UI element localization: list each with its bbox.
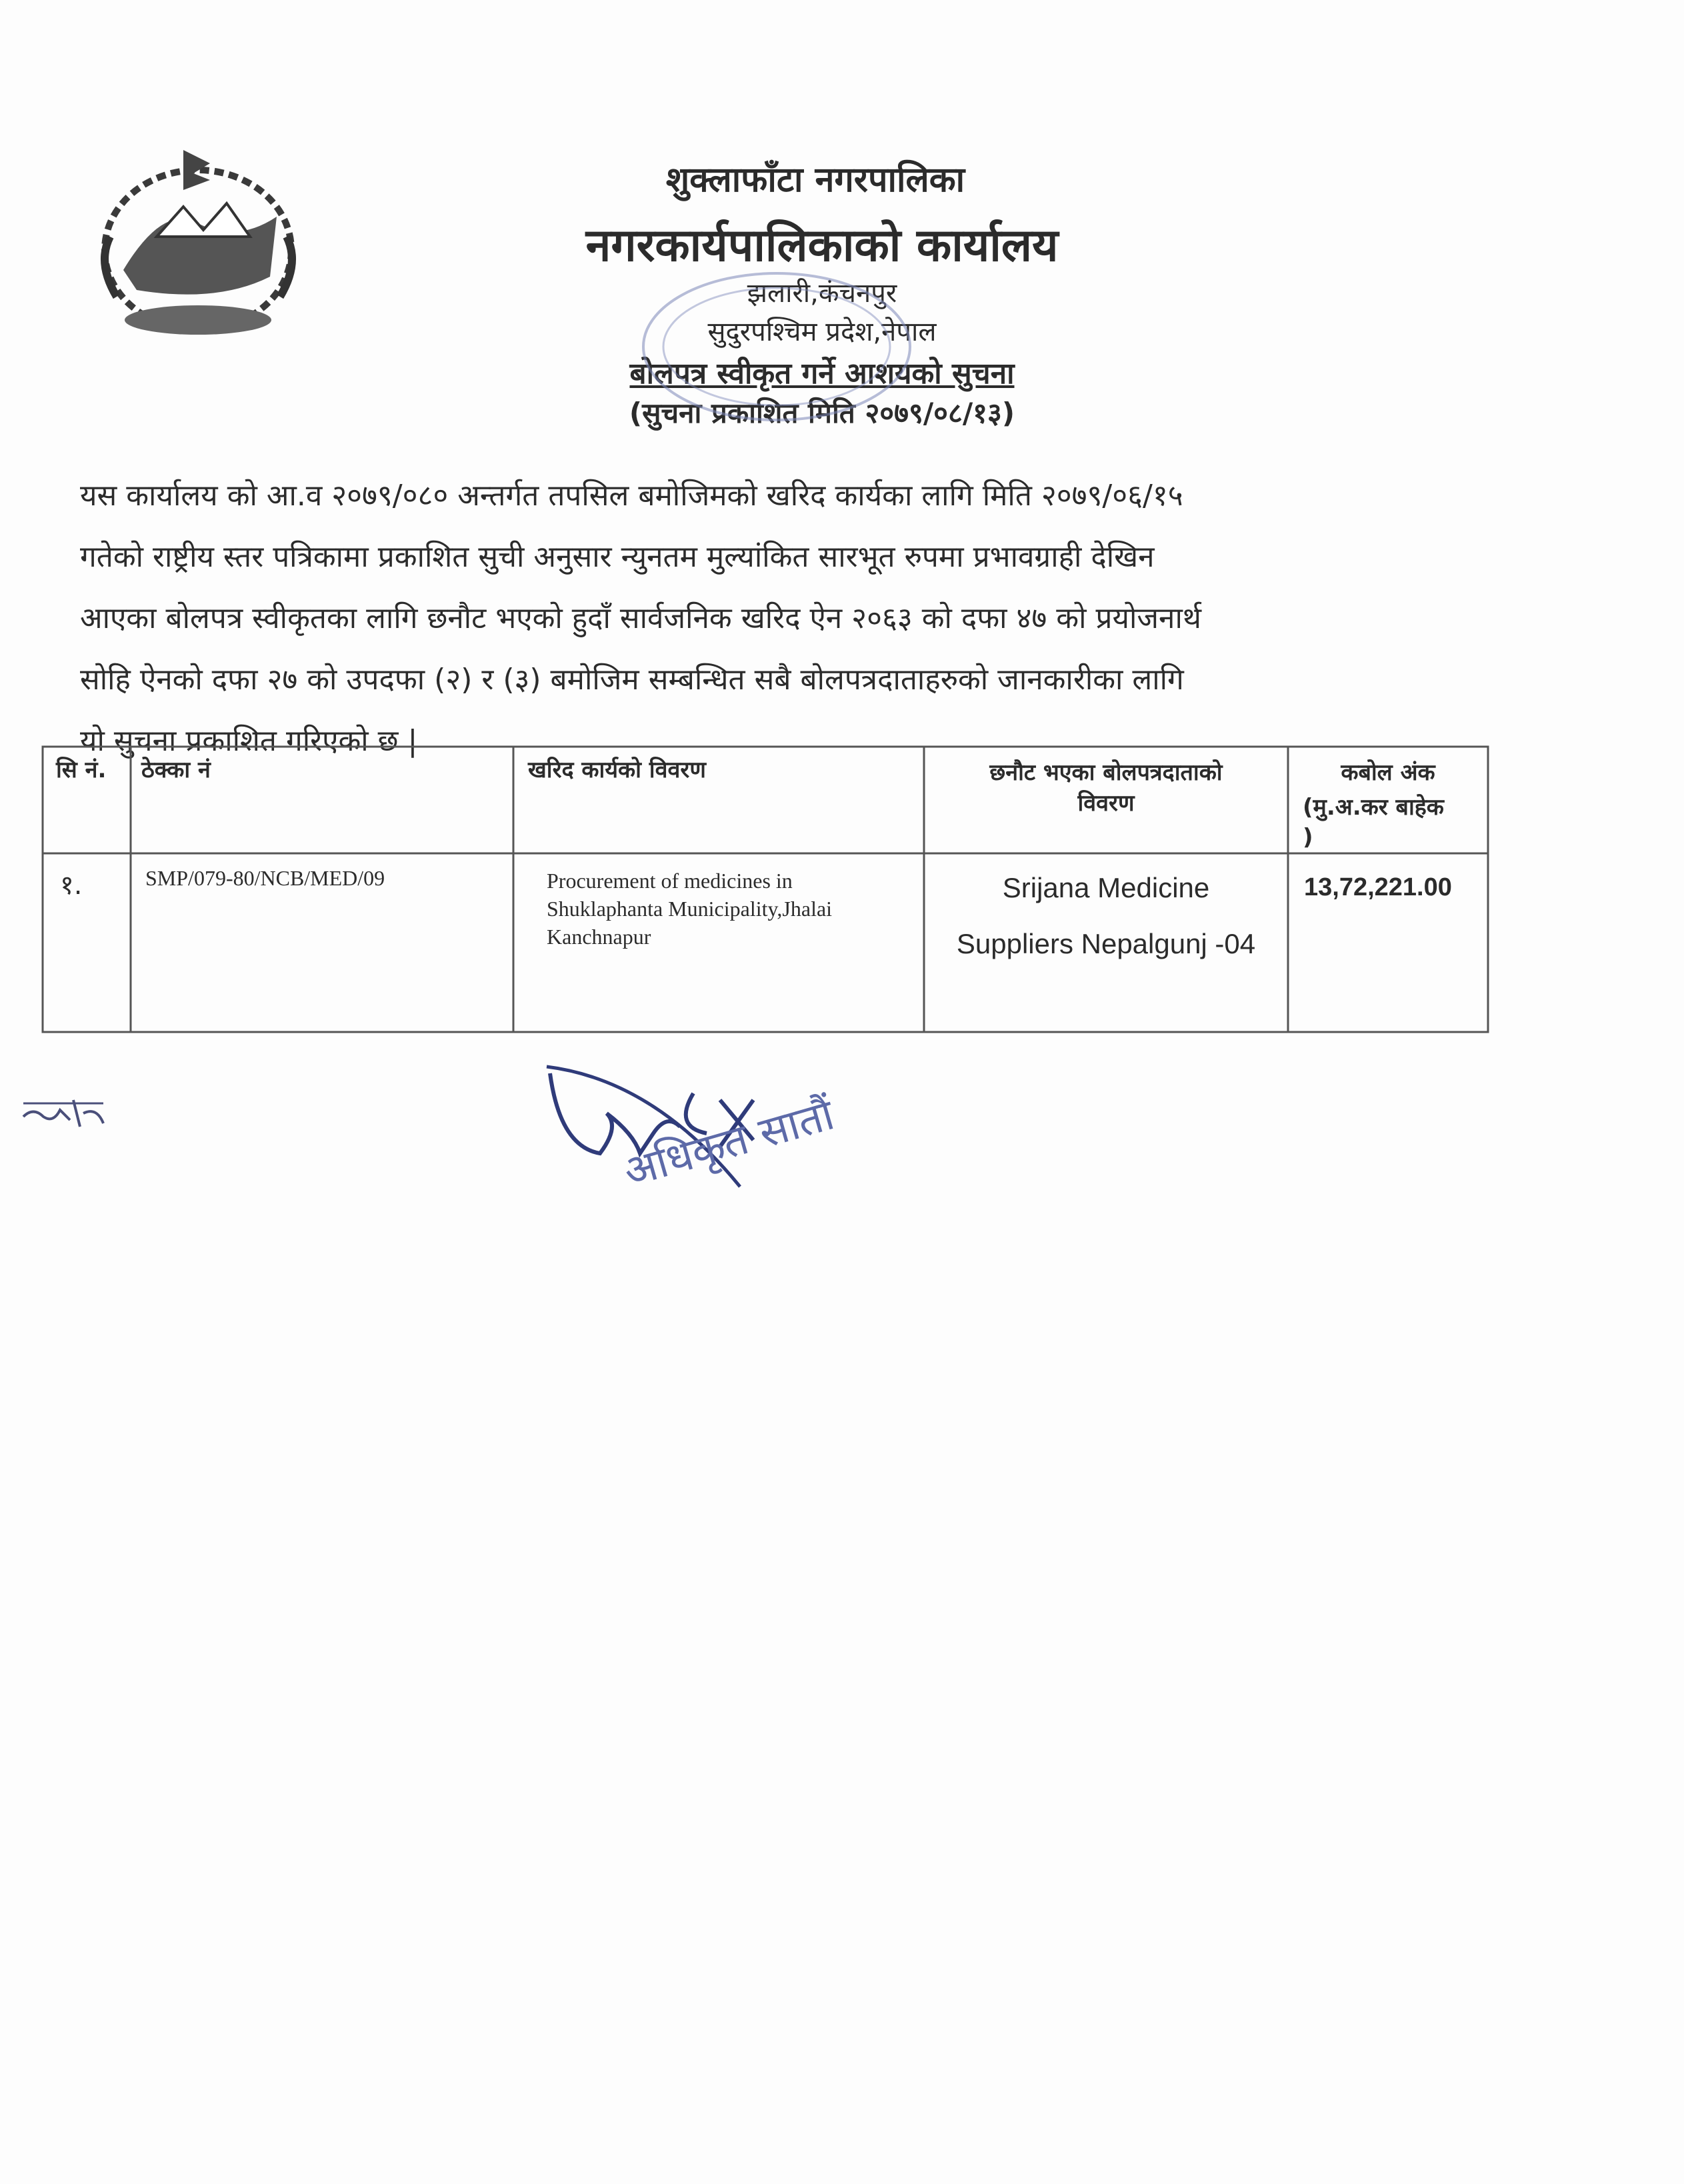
header-sn: सि नं. [56, 757, 107, 783]
row-desc-line1: Procurement of medicines in [547, 869, 793, 893]
header-bidder-line1: छनौट भएका बोलपत्रदाताको [989, 759, 1223, 786]
body-line: यो सुचना प्रकाशित गरिएको छ | [80, 724, 418, 758]
body-line: गतेको राष्ट्रीय स्तर पत्रिकामा प्रकाशित सुची अनुसार न्युनतम मुल्यांकित सारभूत रुपमा प्रभावग्राही देखिन [80, 540, 1155, 574]
header-bidder-line2: विवरण [1077, 790, 1135, 817]
notice-body [80, 465, 1387, 772]
header-amount-line2: (मु.अ.कर बाहेक [1303, 794, 1444, 821]
row-bidder-line1: Srijana Medicine [1002, 872, 1210, 903]
address-line-1: झलारी,कंचनपुर [747, 278, 897, 309]
body-line: सोहि ऐनको दफा २७ को उपदफा (२) र (३) बमोजिम सम्बन्धित सबै बोलपत्रदाताहरुको जानकारीका लागि [80, 663, 1184, 697]
office-name: नगरकार्यपालिकाको कार्यालय [585, 219, 1059, 272]
bid-table [41, 745, 1489, 1033]
header-description: खरिद कार्यको विवरण [528, 757, 706, 783]
body-line: आएका बोलपत्र स्वीकृतका लागि छनौट भएको हुदाँ सार्वजनिक खरिद ऐन २०६३ को दफा ४७ को प्रयोजनार्थ [80, 601, 1201, 635]
publish-date: (सुचना प्रकाशित मिति २०७९/०८/१३) [629, 397, 1015, 429]
header-contract-no: ठेक्का नं [141, 757, 211, 783]
row-desc-line2: Shuklaphanta Municipality,Jhalai [547, 897, 833, 921]
header-amount-line1: कबोल अंक [1341, 759, 1435, 786]
row-bidder-line2: Suppliers Nepalgunj -04 [956, 928, 1256, 959]
margin-handwritten-note [20, 1087, 113, 1140]
header-amount-line3: ) [1303, 824, 1313, 851]
municipality-name: शुक्लाफाँटा नगरपालिका [665, 160, 965, 200]
row-desc-line3: Kanchnapur [547, 925, 651, 949]
office-stamp [610, 263, 943, 430]
body-line: यस कार्यालय को आ.व २०७९/०८० अन्तर्गत तपसिल बमोजिमको खरिद कार्यका लागि मिति २०७९/०६/१५ [80, 479, 1183, 513]
signatory-designation: अधिकृत सातौं [618, 1090, 840, 1197]
row-contract-no: SMP/079-80/NCB/MED/09 [145, 866, 385, 890]
address-line-2: सुदुरपश्चिम प्रदेश,नेपाल [707, 317, 937, 347]
row-sn: १. [60, 870, 83, 901]
notice-title: बोलपत्र स्वीकृत गर्ने आशयको सुचना [629, 357, 1015, 391]
row-amount: 13,72,221.00 [1304, 873, 1452, 901]
